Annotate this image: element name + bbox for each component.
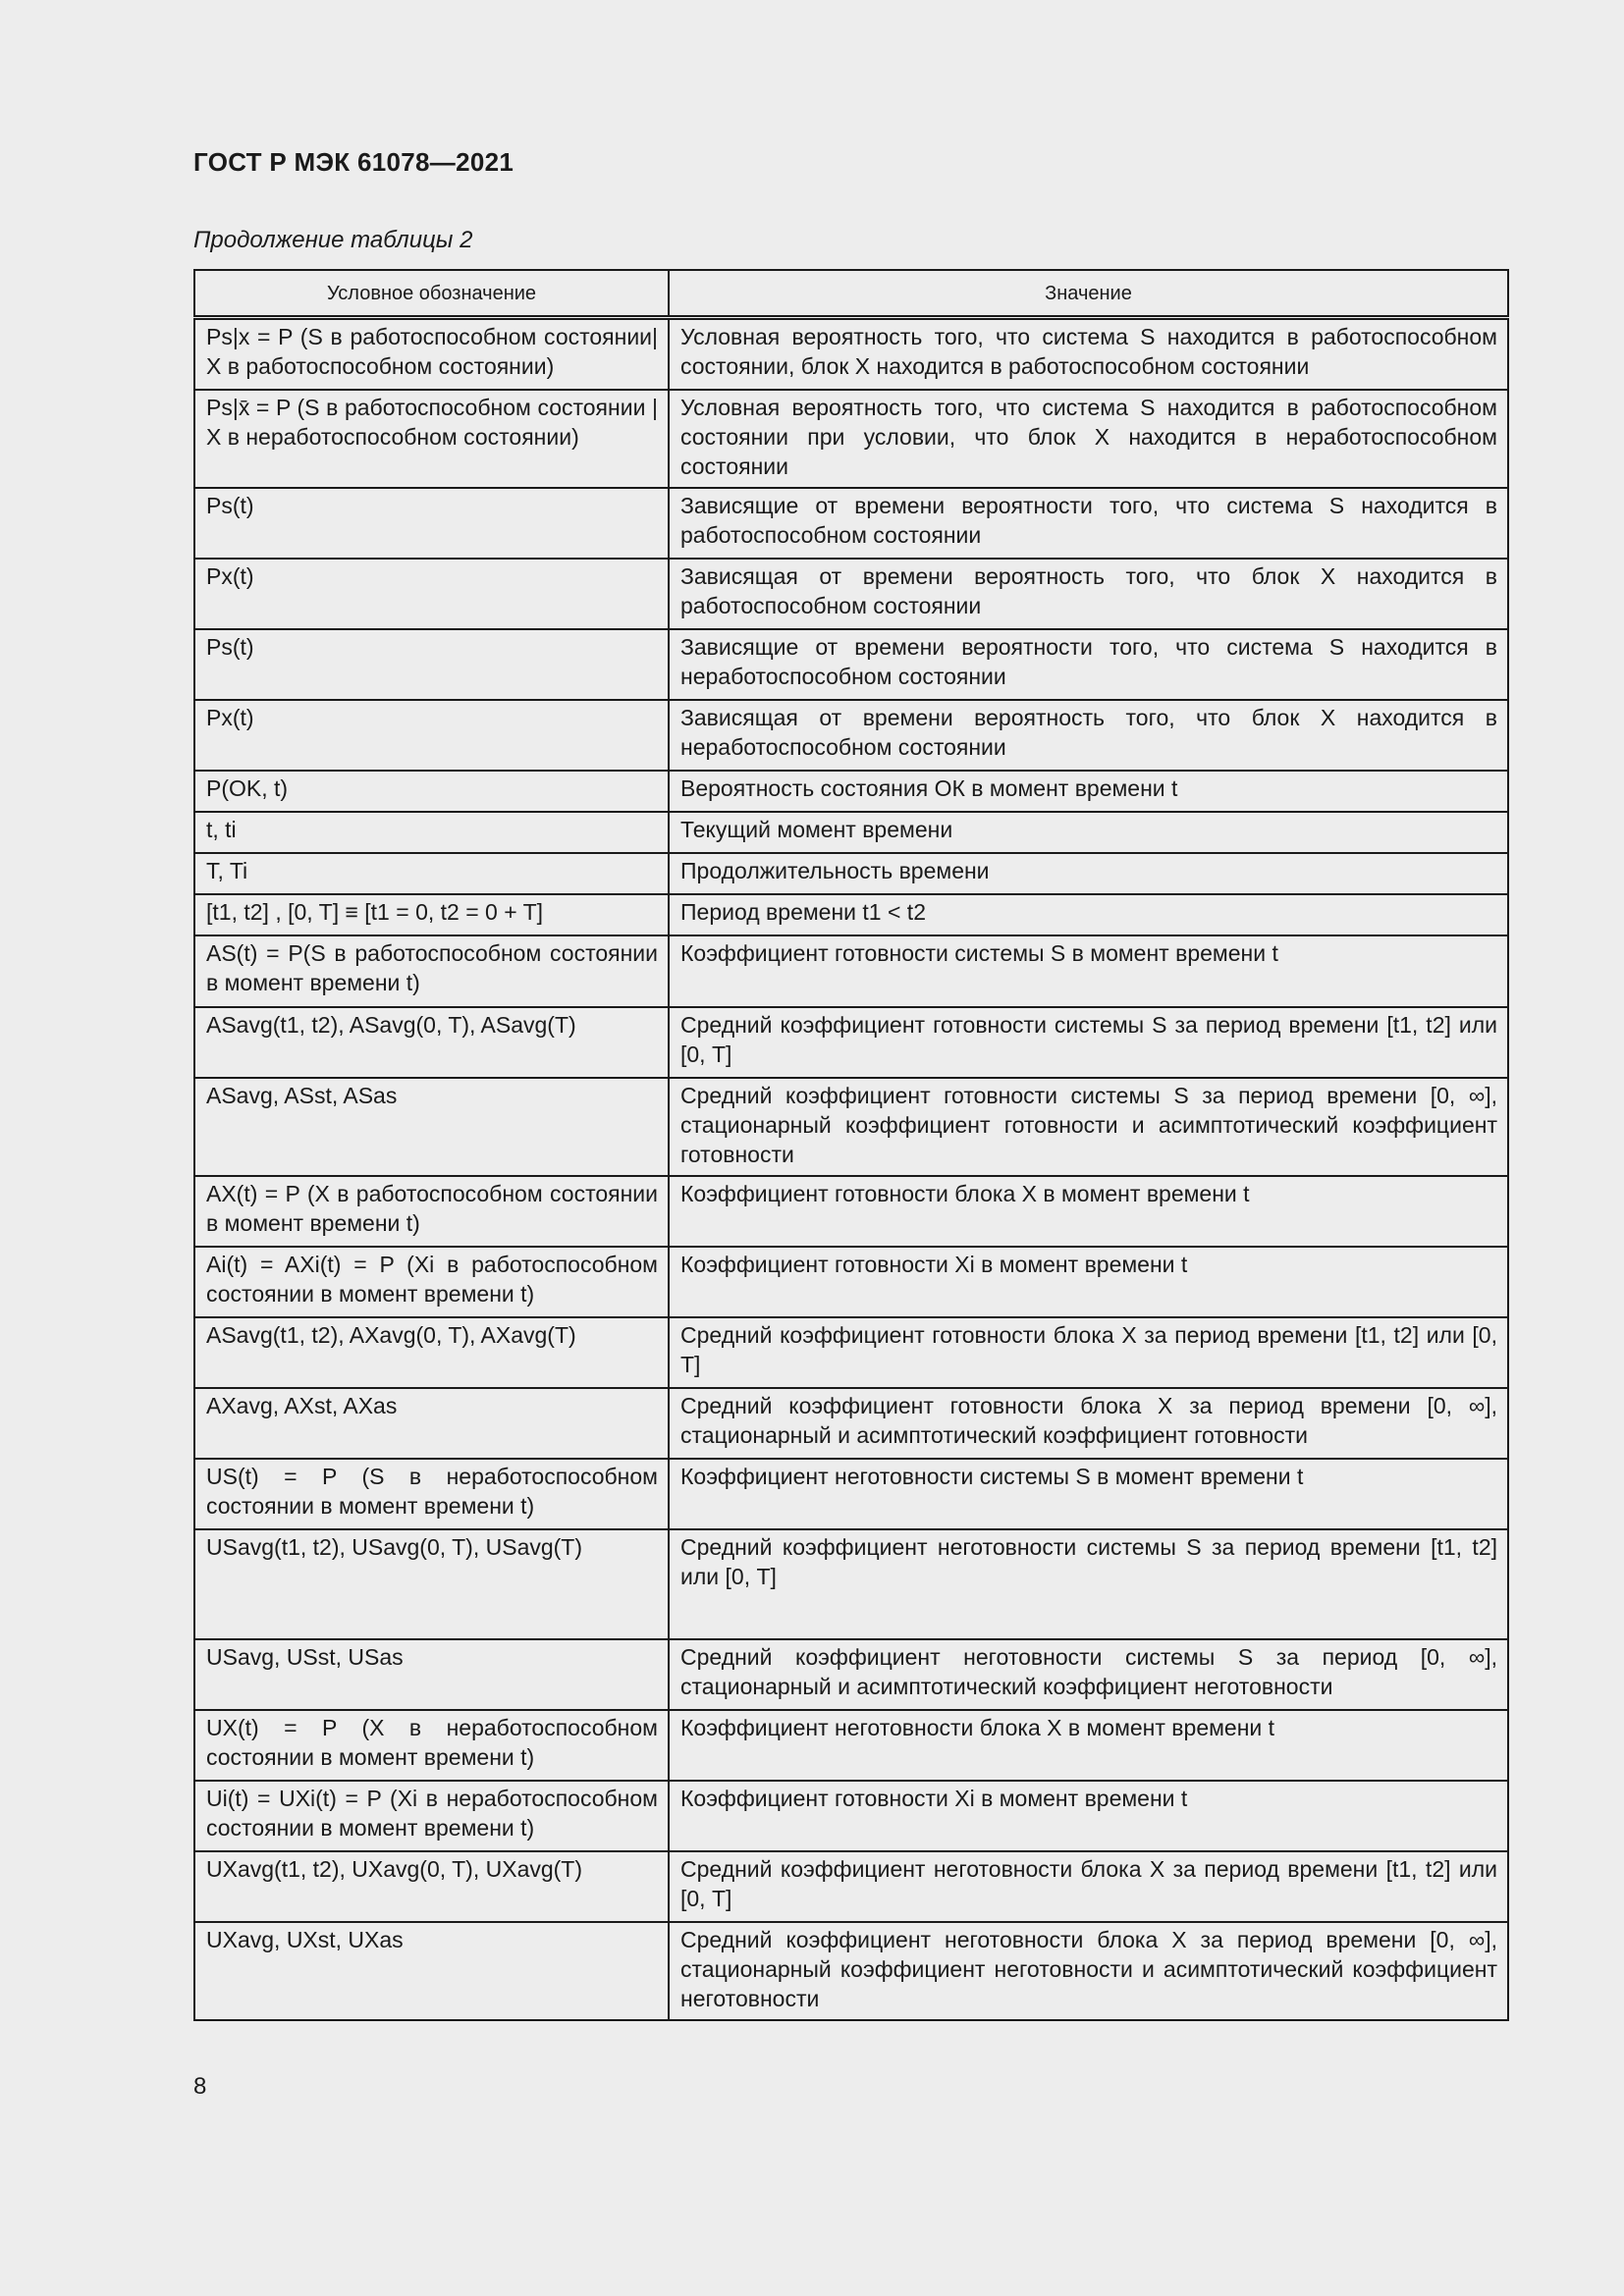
symbol-cell: P(OK, t): [194, 771, 669, 812]
symbol-cell: UXavg, UXst, UXas: [194, 1922, 669, 2020]
meaning-cell: Коэффициент готовности системы S в момент времени t: [669, 935, 1508, 1007]
meaning-cell: Средний коэффициент неготовности блока X за период времени [t1, t2] или [0, T]: [669, 1851, 1508, 1922]
meaning-cell: Продолжительность времени: [669, 853, 1508, 894]
table-row: [194, 853, 1508, 894]
meaning-cell: Условная вероятность того, что система S находится в работоспособном состоянии, блок X находится в работоспособном состоянии: [669, 318, 1508, 390]
meaning-cell: Коэффициент готовности блока X в момент времени t: [669, 1176, 1508, 1247]
symbol-cell: T, Ti: [194, 853, 669, 894]
meaning-cell: Текущий момент времени: [669, 812, 1508, 853]
symbol-cell: Ai(t) = AXi(t) = P (Xi в работоспособном состоянии в момент времени t): [194, 1247, 669, 1317]
meaning-cell: Средний коэффициент готовности системы S за период времени [0, ∞], стационарный коэффициент готовности и асимптотический коэффициент готовности: [669, 1078, 1508, 1176]
meaning-cell: Коэффициент неготовности системы S в момент времени t: [669, 1459, 1508, 1529]
table-row: [194, 1639, 1508, 1710]
symbols-table: [193, 269, 1509, 2021]
symbol-cell: Px(t): [194, 700, 669, 771]
symbol-cell: UXavg(t1, t2), UXavg(0, T), UXavg(T): [194, 1851, 669, 1922]
symbol-cell: US(t) = P (S в неработоспособном состоянии в момент времени t): [194, 1459, 669, 1529]
meaning-cell: Коэффициент неготовности блока X в момент времени t: [669, 1710, 1508, 1781]
table-row: [194, 1459, 1508, 1529]
meaning-cell: Коэффициент готовности Xi в момент времени t: [669, 1781, 1508, 1851]
table-row: [194, 935, 1508, 1007]
meaning-cell: Период времени t1 < t2: [669, 894, 1508, 935]
symbol-cell: t, ti: [194, 812, 669, 853]
symbol-cell: USavg, USst, USas: [194, 1639, 669, 1710]
column-header-meaning: Значение: [669, 270, 1508, 318]
symbol-cell: UX(t) = P (X в неработоспособном состоянии в момент времени t): [194, 1710, 669, 1781]
symbol-cell: USavg(t1, t2), USavg(0, T), USavg(T): [194, 1529, 669, 1639]
symbol-cell: ASavg, ASst, ASas: [194, 1078, 669, 1176]
meaning-cell: Средний коэффициент готовности блока X за период времени [0, ∞], стационарный и асимптотический коэффициент готовности: [669, 1388, 1508, 1459]
symbol-cell: Ps|x = P (S в работоспособном состоянии| X в работоспособном состоянии): [194, 318, 669, 390]
table-row: [194, 894, 1508, 935]
table-row: [194, 1176, 1508, 1247]
symbol-cell: Ps(t): [194, 488, 669, 559]
symbol-cell: Ps|x̄ = P (S в работоспособном состоянии | X в неработоспособном состоянии): [194, 390, 669, 488]
symbol-cell: ASavg(t1, t2), AXavg(0, T), AXavg(T): [194, 1317, 669, 1388]
meaning-cell: Условная вероятность того, что система S находится в работоспособном состоянии при условии, что блок X находится в неработоспособном состоянии: [669, 390, 1508, 488]
meaning-cell: Коэффициент готовности Xi в момент времени t: [669, 1247, 1508, 1317]
symbol-cell: AS(t) = P(S в работоспособном состоянии в момент времени t): [194, 935, 669, 1007]
meaning-cell: Зависящая от времени вероятность того, что блок X находится в работоспособном состоянии: [669, 559, 1508, 629]
meaning-cell: Средний коэффициент готовности системы S за период времени [t1, t2] или [0, T]: [669, 1007, 1508, 1078]
table-caption: Продолжение таблицы 2: [193, 227, 473, 253]
table-row: [194, 1007, 1508, 1078]
table-row: [194, 771, 1508, 812]
symbol-cell: AX(t) = P (X в работоспособном состоянии в момент времени t): [194, 1176, 669, 1247]
symbol-cell: [t1, t2] , [0, T] ≡ [t1 = 0, t2 = 0 + T]: [194, 894, 669, 935]
column-header-symbol: Условное обозначение: [194, 270, 669, 318]
table-row: [194, 1851, 1508, 1922]
meaning-cell: Зависящая от времени вероятность того, что блок X находится в неработоспособном состоянии: [669, 700, 1508, 771]
meaning-cell: Средний коэффициент неготовности системы S за период [0, ∞], стационарный и асимптотический коэффициент неготовности: [669, 1639, 1508, 1710]
meaning-cell: Средний коэффициент готовности блока X за период времени [t1, t2] или [0, T]: [669, 1317, 1508, 1388]
table-row: [194, 700, 1508, 771]
meaning-cell: Зависящие от времени вероятности того, что система S находится в неработоспособном состоянии: [669, 629, 1508, 700]
symbol-cell: Ui(t) = UXi(t) = P (Xi в неработоспособном состоянии в момент времени t): [194, 1781, 669, 1851]
table-row: [194, 318, 1508, 390]
table-row: [194, 1922, 1508, 2020]
table-row: [194, 1710, 1508, 1781]
table-row: [194, 1388, 1508, 1459]
table-row: [194, 1247, 1508, 1317]
table-row: [194, 1078, 1508, 1176]
meaning-cell: Вероятность состояния ОК в момент времени t: [669, 771, 1508, 812]
table-row: [194, 1317, 1508, 1388]
symbol-cell: Px(t): [194, 559, 669, 629]
document-code: ГОСТ Р МЭК 61078—2021: [193, 147, 514, 177]
table-row: [194, 1781, 1508, 1851]
table-row: [194, 488, 1508, 559]
symbol-cell: AXavg, AXst, AXas: [194, 1388, 669, 1459]
table-row: [194, 390, 1508, 488]
table-row: [194, 1529, 1508, 1639]
meaning-cell: Средний коэффициент неготовности блока X за период времени [0, ∞], стационарный коэффициент неготовности и асимптотический коэффициент неготовности: [669, 1922, 1508, 2020]
symbol-cell: ASavg(t1, t2), ASavg(0, T), ASavg(T): [194, 1007, 669, 1078]
table-row: [194, 812, 1508, 853]
symbol-cell: Ps(t): [194, 629, 669, 700]
page-number: 8: [193, 2073, 207, 2100]
table-row: [194, 559, 1508, 629]
meaning-cell: Средний коэффициент неготовности системы S за период времени [t1, t2] или [0, T]: [669, 1529, 1508, 1639]
table-header-row: [194, 270, 1508, 318]
table-row: [194, 629, 1508, 700]
meaning-cell: Зависящие от времени вероятности того, что система S находится в работоспособном состоянии: [669, 488, 1508, 559]
